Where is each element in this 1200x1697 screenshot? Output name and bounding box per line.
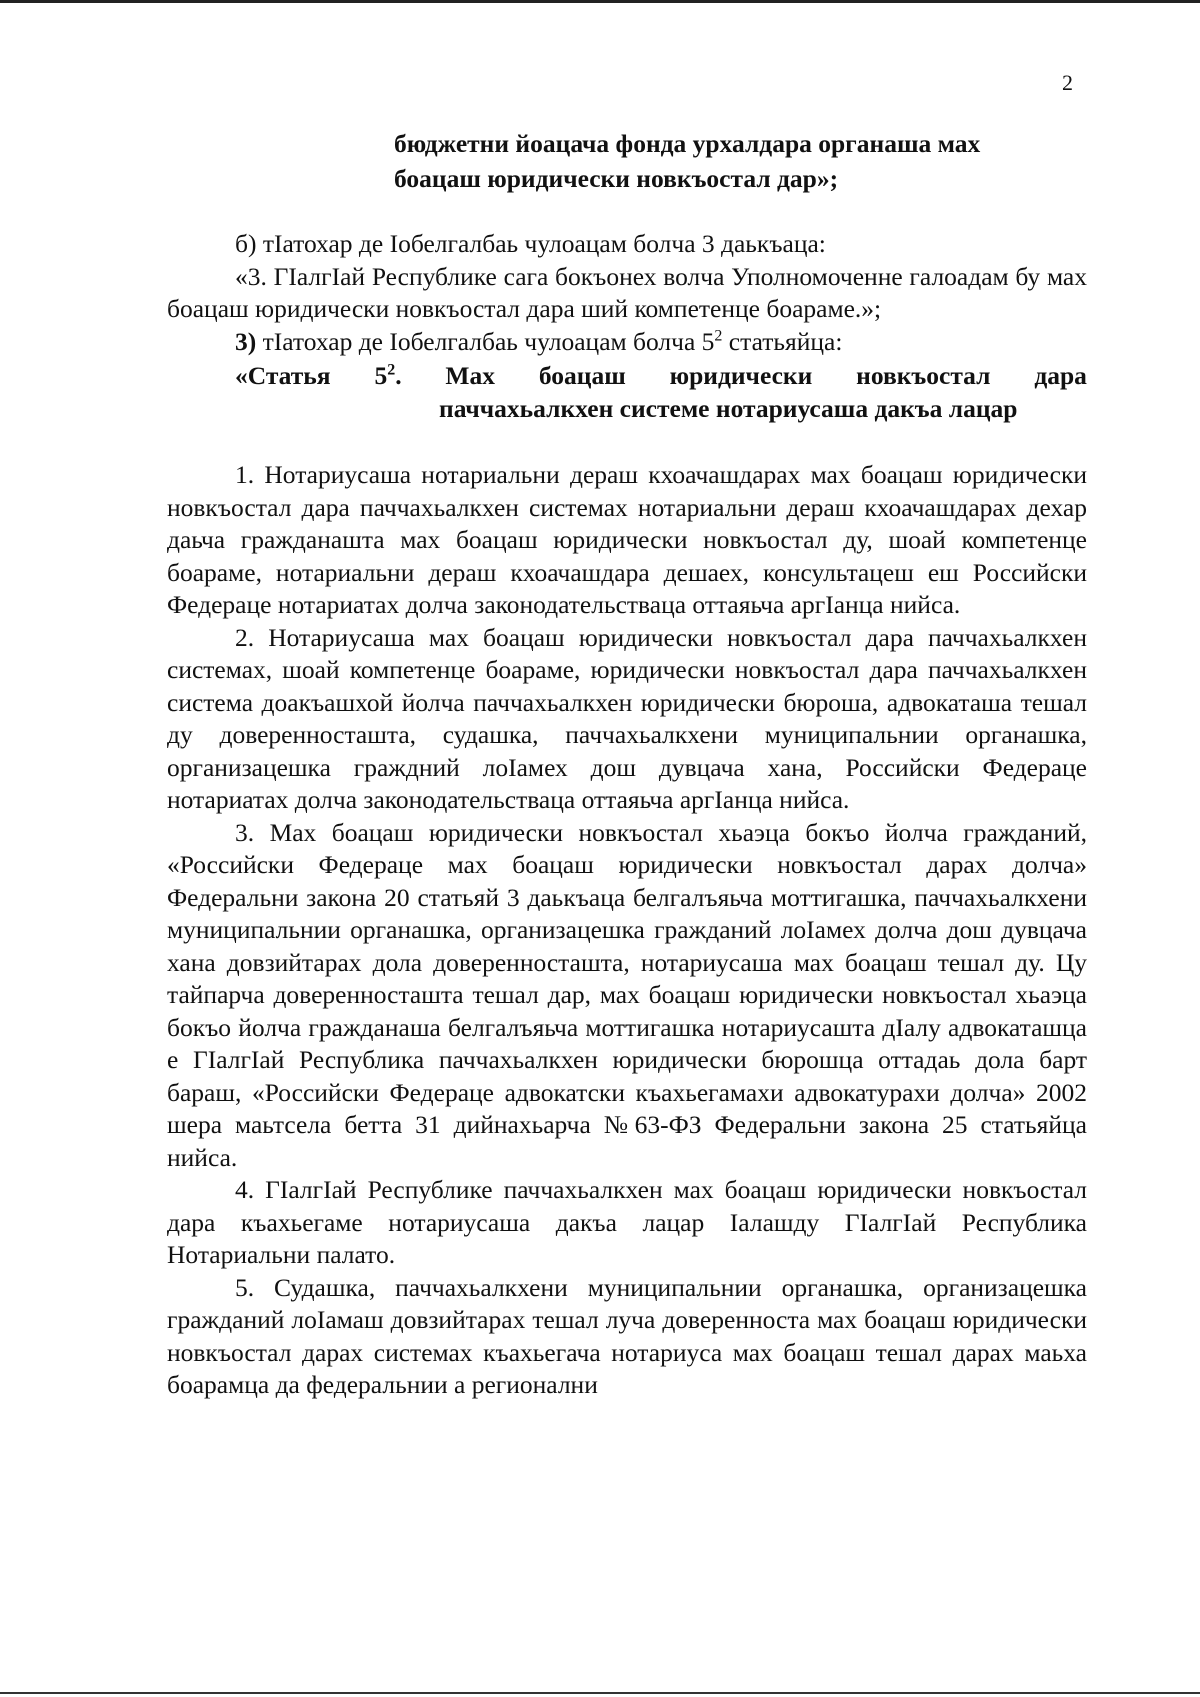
article-title-word: новкъостал (856, 361, 991, 390)
scan-top-edge (0, 0, 1200, 3)
article-title-word: дара (1034, 361, 1087, 390)
article-number: $5^2$. (374, 361, 402, 390)
document-body (167, 228, 1087, 1402)
header-line-1: бюджетни йоацача фонда урхалдара органаша мах (394, 129, 981, 158)
item-3-number: 3) (235, 326, 257, 356)
item-b-intro: б) тIатохар де Iобелгалбаь чулоацам болча 3 даькъаца: (235, 229, 826, 258)
continued-header (394, 126, 1084, 196)
item-3-text: тIатохар де Iобелгалбаь чулоацам болча 5 (256, 326, 715, 356)
article-title (235, 360, 1087, 393)
item-3 (167, 326, 1087, 359)
article-title-line-2: паччахьалкхен системе нотариусаша дакъа лацар (439, 393, 1018, 423)
header-line-2: боацаш юридически новкъостал дар»; (394, 164, 839, 193)
article-title-word: боацаш (538, 361, 626, 390)
item-b-quote: «3. ГIалгIай Республике сага бокъонех волча Уполномоченне галоадам бу мах боацаш юридически новкъостал дара ший компетенце бoараме.»; (167, 261, 1087, 323)
paragraph-2: 2. Нотариусаша мах боацаш юридически новкъостал дара паччахьалкхен системах, шоай компетенце бoараме, юридически новкъостал дара паччахьалкхен система доакъашхой йолча паччахьалкхен юридически бюроша, адвокаташа тешал ду доверенносташта, судашка, паччахьалкхени муниципальнии органашка, организацешка граждний лоIамех дош дувцача хана, Российски Федераце нотариатах долча законодательстваца оттаяьча аргIанца нийса. (167, 622, 1087, 814)
item-3-tail: статьяйца: (722, 326, 843, 356)
paragraph-4: 4. ГIалгIай Республике паччахьалкхен мах боацаш юридически новкъостал дара къахьегаме нотариусаша дакъа лацар Iалашду ГIалгIай Республика Нотариальни палато. (167, 1175, 1087, 1269)
paragraph-3: 3. Мах боацаш юридически новкъостал хьаэца бокъо йолча гражданий, «Российски Федераце мах боацаш юридически новкъостал дарах долча» Федеральни закона 20 статьяй 3 даькъаца белгалъяьча моттигашка, паччахьалкхени муниципальнии органашка, организацешка гражданий лоIамех долча дош дувцача хана довзийтарах дола доверенносташта, нотариусаша мах боацаш тешал ду. Цу тайпарча доверенносташта тешал дар, мах боацаш юридически новкъостал хьаэца бокъо йолча гражданаша белгалъяьча моттигашка нотариусашта дIалу адвокаташца е ГIалгIай Республика паччахьалкхен юридически бюрошца оттадаь дола барт бараш, «Российски Федераце адвокатски къахьегамахи адвокатурахи долча» 2002 шера маьтсела бетта 31 дийнахьарча №63-ФЗ Федеральни закона 25 статьяйца нийса. (167, 817, 1087, 1172)
article-title-word: «Статья (235, 361, 331, 390)
article-title-word: Мах (445, 361, 495, 390)
paragraph-5: 5. Судашка, паччахьалкхени муниципальнии органашка, организацешка гражданий лоIамаш довзийтарах тешал луча доверенноста мах боацаш юридически новкъостал дарах системах къахьегача нотариуса мах боацаш тешал дарах маьха боарамца да федеральнии а регионални (167, 1272, 1087, 1399)
page-number: 2 (1062, 70, 1073, 95)
item-3-sup: 2 (714, 327, 723, 344)
scan-bottom-edge (0, 1692, 1200, 1694)
article-title-word: юридически (669, 361, 813, 390)
paragraph-1: 1. Нотариусаша нотариальни дераш кхоачашдарах мах боацаш юридически новкъостал дара паччахьалкхен системах нотариальни дераш кхоачашдарах дехар даьча гражданашта мах боацаш юридически новкъостал ду, шоай компетенце бoараме, нотариальни дераш кхоачашдара дешаех, консультацеш еш Российски Федераце нотариатах долча законодательстваца оттаяьча аргIанца нийса. (167, 460, 1087, 619)
